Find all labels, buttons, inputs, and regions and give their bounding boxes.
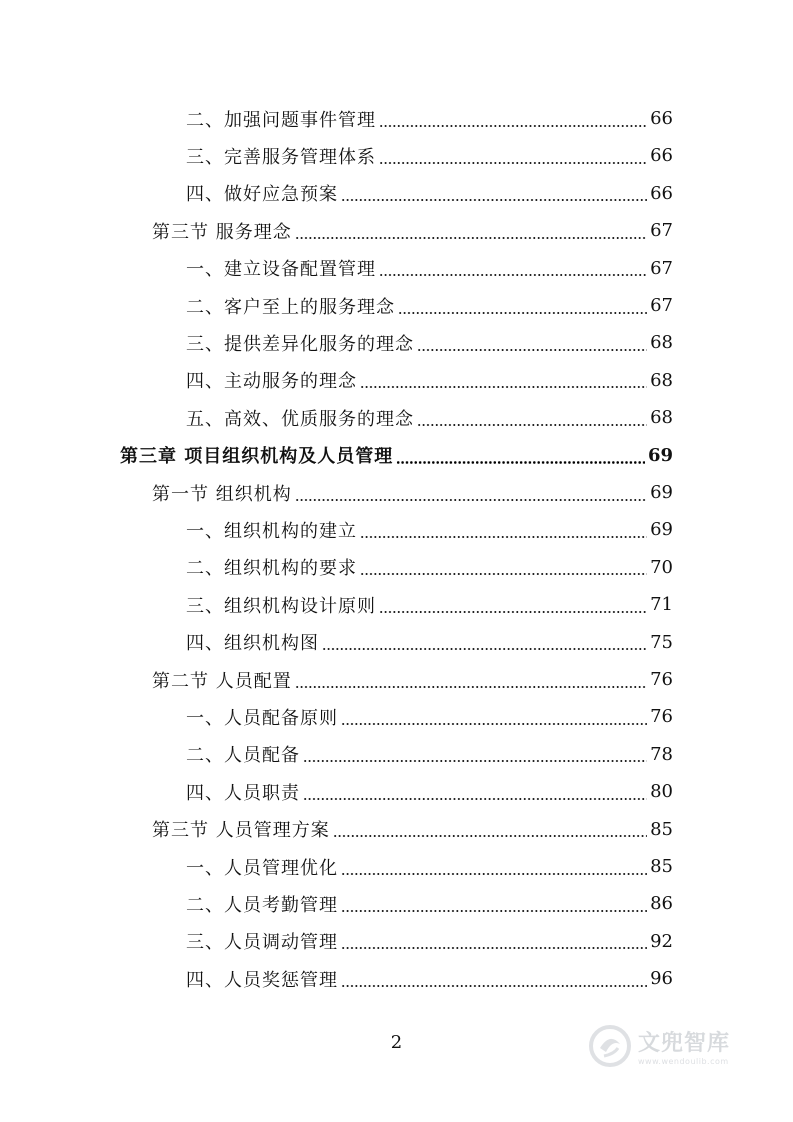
- toc-entry[interactable]: [186, 399, 673, 436]
- toc-entry-title: 四、人员奖惩管理: [186, 969, 338, 991]
- toc-entry-page: 67: [650, 295, 673, 316]
- toc-entry-page: 78: [650, 743, 673, 765]
- dot-leader: [417, 424, 647, 426]
- toc-entry-title: 三、组织机构设计原则: [186, 595, 376, 617]
- toc-entry[interactable]: [120, 437, 673, 474]
- dot-leader: [322, 648, 647, 650]
- toc-entry-title: 四、做好应急预案: [186, 184, 338, 206]
- toc-entry-title: 一、组织机构的建立: [186, 520, 357, 542]
- dot-leader: [303, 798, 647, 800]
- toc-entry[interactable]: [186, 362, 673, 399]
- toc-entry[interactable]: [186, 885, 673, 922]
- toc-entry-page: 68: [650, 332, 673, 354]
- watermark-url: www.wendoulib.com: [638, 1057, 729, 1066]
- toc-entry-page: 86: [650, 893, 673, 915]
- toc-entry-title: 五、高效、优质服务的理念: [186, 408, 414, 430]
- page-number: 2: [390, 1032, 403, 1053]
- dot-leader: [341, 873, 647, 875]
- toc-entry[interactable]: [186, 137, 673, 174]
- toc-entry[interactable]: [186, 923, 673, 960]
- dot-leader: [398, 312, 647, 314]
- dot-leader: [379, 611, 647, 613]
- toc-entry[interactable]: [152, 811, 673, 848]
- toc-entry-title: 一、人员管理优化: [186, 857, 338, 879]
- toc-entry-page: 68: [650, 369, 673, 391]
- toc-entry-title: 二、组织机构的要求: [186, 558, 357, 580]
- toc-entry[interactable]: [186, 100, 673, 137]
- toc-entry-title: 二、加强问题事件管理: [186, 109, 376, 131]
- toc-entry-page: 66: [650, 108, 673, 129]
- dot-leader: [417, 349, 647, 351]
- toc-entry-title: 三、提供差异化服务的理念: [186, 333, 414, 355]
- toc-entry-page: 80: [650, 781, 673, 803]
- toc-entry[interactable]: [186, 250, 673, 287]
- toc-entry-page: 96: [650, 968, 673, 990]
- toc-entry[interactable]: [186, 511, 673, 548]
- toc-entry-title: 二、客户至上的服务理念: [186, 296, 395, 318]
- toc-entry[interactable]: [186, 287, 673, 324]
- toc-entry-title: 四、组织机构图: [186, 633, 319, 655]
- toc-entry[interactable]: [152, 661, 673, 698]
- toc-entry[interactable]: [186, 698, 673, 735]
- toc-entry-page: 68: [650, 407, 673, 429]
- toc-entry[interactable]: [186, 773, 673, 810]
- toc-entry[interactable]: [186, 175, 673, 212]
- toc-entry-title: 三、完善服务管理体系: [186, 146, 376, 168]
- toc-entry-page: 69: [650, 519, 673, 541]
- dot-leader: [360, 573, 647, 575]
- toc-entry-page: 85: [650, 818, 673, 840]
- toc-entry[interactable]: [152, 212, 673, 249]
- toc-entry-page: 69: [647, 444, 673, 466]
- dot-leader: [341, 985, 647, 987]
- toc-entry-title: 三、人员调动管理: [186, 932, 338, 954]
- toc-entry-title: 四、人员职责: [186, 782, 300, 804]
- watermark-name: 文兜智库: [638, 1031, 731, 1056]
- toc-entry-title: 第三章 项目组织机构及人员管理: [120, 446, 394, 468]
- dot-leader: [303, 760, 647, 762]
- toc-entry-page: 76: [650, 669, 673, 690]
- dot-leader: [379, 274, 647, 276]
- watermark: [588, 1018, 758, 1074]
- toc-entry[interactable]: [152, 474, 673, 511]
- dot-leader: [360, 536, 647, 538]
- toc-entry-page: 92: [650, 930, 673, 952]
- toc-entry-title: 二、人员配备: [186, 745, 300, 767]
- toc-entry-page: 66: [650, 182, 673, 204]
- toc-entry-page: 70: [650, 556, 673, 578]
- dot-leader: [360, 386, 647, 388]
- toc-entry[interactable]: [186, 736, 673, 773]
- dot-leader: [379, 162, 647, 164]
- toc-entry-title: 二、人员考勤管理: [186, 894, 338, 916]
- dot-leader: [396, 461, 645, 464]
- toc-entry-title: 四、主动服务的理念: [186, 371, 357, 393]
- dot-leader: [295, 686, 647, 688]
- toc-entry[interactable]: [186, 586, 673, 623]
- toc-entry-title: 第三节 人员管理方案: [152, 820, 330, 842]
- dot-leader: [341, 723, 647, 725]
- dot-leader: [341, 199, 647, 201]
- toc-entry[interactable]: [186, 549, 673, 586]
- wendou-logo-icon: [588, 1024, 632, 1068]
- toc-entry-page: 85: [650, 856, 673, 877]
- toc-entry-page: 71: [650, 594, 673, 616]
- dot-leader: [341, 910, 647, 912]
- dot-leader: [333, 835, 647, 837]
- toc-entry-title: 第三节 服务理念: [152, 221, 292, 243]
- dot-leader: [341, 947, 647, 949]
- toc-entry-page: 75: [650, 631, 673, 653]
- toc-entry-page: 69: [650, 482, 673, 503]
- toc-entry[interactable]: [186, 960, 673, 997]
- dot-leader: [295, 499, 647, 501]
- toc-entry-title: 第一节 组织机构: [152, 483, 292, 505]
- dot-leader: [295, 237, 647, 239]
- toc-entry-page: 66: [650, 145, 673, 167]
- toc-entry-page: 67: [650, 220, 673, 242]
- toc-entry-page: 67: [650, 257, 673, 279]
- toc-entry[interactable]: [186, 624, 673, 661]
- toc-entry-page: 76: [650, 706, 673, 728]
- toc-entry[interactable]: [186, 848, 673, 885]
- toc-entry-title: 第二节 人员配置: [152, 670, 292, 692]
- toc-entry-title: 一、人员配备原则: [186, 707, 338, 729]
- dot-leader: [379, 125, 647, 127]
- toc-entry[interactable]: [186, 324, 673, 361]
- toc-entry-title: 一、建立设备配置管理: [186, 259, 376, 281]
